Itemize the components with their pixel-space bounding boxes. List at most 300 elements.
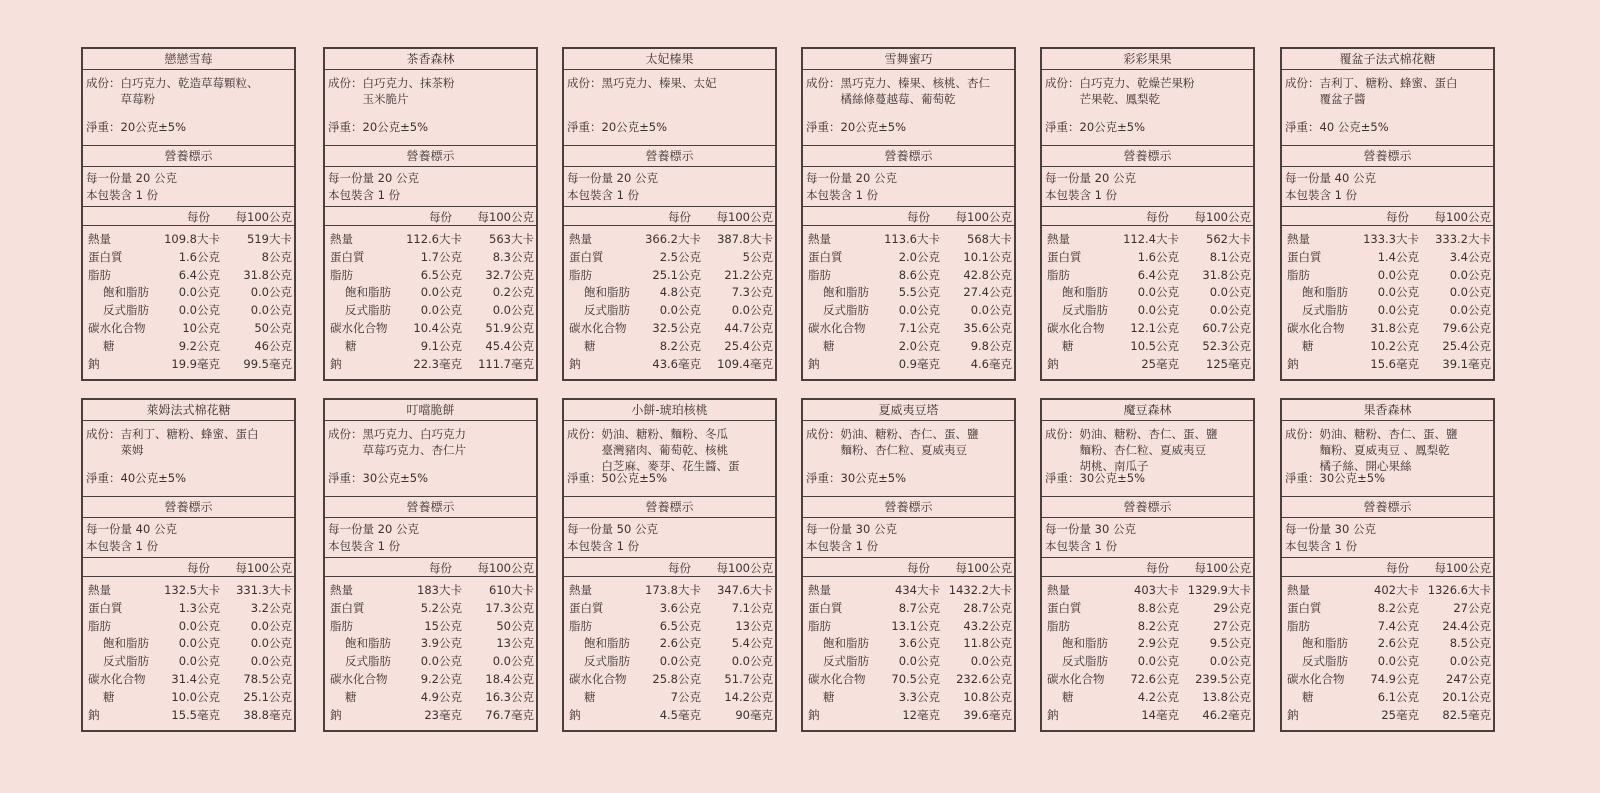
nutrient-row <box>1042 653 1253 671</box>
col-per-100g: 每100公克 <box>477 210 534 224</box>
nutrient-row <box>83 231 294 249</box>
net-weight: 淨重：30公克±5% <box>1045 471 1146 485</box>
nutrient-name: 糖 <box>345 689 357 704</box>
serving-size: 每一份量 40 公克 <box>1285 171 1376 185</box>
serving-size: 每一份量 20 公克 <box>328 171 419 185</box>
nutrient-per-serving: 0.0公克 <box>659 654 701 669</box>
product-name: 戀戀雪莓 <box>83 49 294 70</box>
nutrient-per-serving: 8.6公克 <box>898 267 940 282</box>
nutrient-per-100g: 46.2毫克 <box>1202 707 1251 722</box>
nutrient-per-100g: 45.4公克 <box>485 338 534 353</box>
product-name: 萊姆法式棉花糖 <box>83 400 294 421</box>
nutrient-name: 熱量 <box>569 232 592 246</box>
nutrient-name: 碳水化合物 <box>88 671 146 686</box>
nutrient-row <box>803 284 1014 302</box>
product-name: 彩彩果果 <box>1042 49 1253 70</box>
col-per-100g: 每100公克 <box>716 561 773 575</box>
nutrient-per-serving: 1.4公克 <box>1377 249 1419 264</box>
nutrient-row <box>564 618 775 636</box>
nutrition-label-card <box>801 398 1016 732</box>
nutrient-row <box>564 356 775 374</box>
nutrient-per-100g: 13.8公克 <box>1202 689 1251 704</box>
nutrient-row <box>83 249 294 267</box>
serving-info <box>564 518 775 558</box>
nutrition-label-card <box>1280 398 1495 732</box>
servings-per-package: 本包裝含 1 份 <box>1045 539 1118 553</box>
ingredients <box>86 426 291 458</box>
nutrient-name: 蛋白質 <box>330 249 365 264</box>
ingredients <box>1045 426 1250 474</box>
ingredients <box>1045 75 1250 107</box>
nutrition-title: 營養標示 <box>1042 497 1253 518</box>
nutrient-per-serving: 6.1公克 <box>1377 689 1419 704</box>
nutrient-name: 糖 <box>1302 689 1314 704</box>
nutrient-per-100g: 43.2公克 <box>963 618 1012 633</box>
nutrient-name: 飽和脂肪 <box>823 285 869 300</box>
nutrient-per-serving: 0.0公克 <box>898 654 940 669</box>
nutrient-per-serving: 403大卡 <box>1134 583 1179 597</box>
nutrient-name: 蛋白質 <box>88 249 123 264</box>
nutrient-name: 脂肪 <box>330 267 353 282</box>
ingredients-line: 白巧克力、乾燥芒果粉 <box>1079 76 1195 90</box>
nutrient-row <box>564 320 775 338</box>
nutrient-row <box>1042 600 1253 618</box>
nutrient-name: 飽和脂肪 <box>1302 285 1348 300</box>
col-per-100g: 每100公克 <box>1194 561 1251 575</box>
nutrient-per-serving: 31.8公克 <box>1370 320 1419 335</box>
nutrient-per-serving: 12.1公克 <box>1130 320 1179 335</box>
servings-per-package: 本包裝含 1 份 <box>328 539 401 553</box>
nutrient-per-serving: 15公克 <box>424 618 462 633</box>
nutrient-name: 反式脂肪 <box>823 654 869 669</box>
serving-info <box>325 518 536 558</box>
nutrient-per-100g: 25.4公克 <box>1442 338 1491 353</box>
nutrient-name: 熱量 <box>1287 583 1310 597</box>
nutrient-row <box>564 284 775 302</box>
nutrient-per-serving: 3.6公克 <box>898 636 940 651</box>
nutrient-name: 鈉 <box>569 356 581 371</box>
net-weight: 淨重：30公克±5% <box>1285 471 1386 485</box>
nutrient-per-serving: 0.0公克 <box>659 303 701 318</box>
nutrient-per-100g: 0.0公克 <box>1449 303 1491 318</box>
nutrient-per-serving: 12毫克 <box>902 707 940 722</box>
nutrient-per-serving: 133.3大卡 <box>1363 232 1419 246</box>
ingredients-label: 成份： <box>328 76 363 90</box>
nutrient-per-100g: 4.6毫克 <box>970 356 1012 371</box>
nutrient-per-100g: 39.1毫克 <box>1442 356 1491 371</box>
serving-size: 每一份量 30 公克 <box>1285 522 1376 536</box>
nutrient-per-100g: 8.3公克 <box>492 249 534 264</box>
ingredients-list <box>1320 426 1458 474</box>
nutrient-name: 糖 <box>1062 338 1074 353</box>
nutrient-per-serving: 6.4公克 <box>178 267 220 282</box>
nutrient-name: 飽和脂肪 <box>584 285 630 300</box>
nutrient-name: 碳水化合物 <box>569 671 627 686</box>
nutrient-per-100g: 3.4公克 <box>1449 249 1491 264</box>
ingredients-label: 成份： <box>567 76 602 90</box>
ingredients <box>567 75 772 91</box>
net-weight: 淨重：40 公克±5% <box>1285 120 1389 134</box>
nutrient-per-serving: 0.0公克 <box>1137 654 1179 669</box>
nutrient-per-serving: 22.3毫克 <box>413 356 462 371</box>
column-header <box>325 558 536 577</box>
serving-info <box>564 167 775 207</box>
nutrient-row <box>1282 284 1493 302</box>
nutrient-per-serving: 70.5公克 <box>891 671 940 686</box>
nutrient-row <box>1042 267 1253 285</box>
servings-per-package: 本包裝含 1 份 <box>567 188 640 202</box>
nutrient-name: 脂肪 <box>1047 267 1070 282</box>
ingredients-line: 麵粉、夏威夷豆 、鳳梨乾 <box>1319 443 1450 457</box>
nutrition-title: 營養標示 <box>1282 146 1493 167</box>
nutrient-row <box>325 320 536 338</box>
col-per-serving: 每份 <box>429 561 452 575</box>
nutrient-per-serving: 10.4公克 <box>413 320 462 335</box>
nutrient-per-100g: 27.4公克 <box>963 285 1012 300</box>
nutrient-per-100g: 0.2公克 <box>492 285 534 300</box>
serving-size: 每一份量 40 公克 <box>86 522 177 536</box>
col-per-serving: 每份 <box>907 561 930 575</box>
nutrient-per-100g: 25.1公克 <box>243 689 292 704</box>
nutrient-per-100g: 31.8公克 <box>243 267 292 282</box>
net-weight: 淨重：20公克±5% <box>806 120 907 134</box>
nutrient-row <box>325 600 536 618</box>
ingredients-label: 成份： <box>1285 427 1320 441</box>
nutrient-row <box>1282 689 1493 707</box>
nutrient-name: 飽和脂肪 <box>345 285 391 300</box>
col-per-serving: 每份 <box>668 561 691 575</box>
serving-info <box>1042 518 1253 558</box>
nutrient-row <box>325 284 536 302</box>
nutrient-per-100g: 0.0公克 <box>250 285 292 300</box>
nutrient-row <box>564 338 775 356</box>
nutrient-per-100g: 109.4毫克 <box>717 356 773 371</box>
ingredients-label: 成份： <box>1045 76 1080 90</box>
nutrient-row <box>325 302 536 320</box>
nutrient-name: 鈉 <box>88 707 100 722</box>
column-header <box>83 207 294 226</box>
ingredients-line: 白芝麻、麥芽、花生醬、蛋 <box>601 459 740 473</box>
nutrient-row <box>325 338 536 356</box>
ingredients-list <box>1080 426 1218 474</box>
ingredients-line: 橘絲條蔓越莓、葡萄乾 <box>840 92 956 106</box>
serving-info <box>83 518 294 558</box>
serving-info <box>803 167 1014 207</box>
col-per-100g: 每100公克 <box>1194 210 1251 224</box>
serving-info <box>325 167 536 207</box>
nutrient-row <box>83 338 294 356</box>
ingredients-label: 成份： <box>567 427 602 441</box>
nutrition-label-card <box>1040 47 1255 381</box>
nutrient-per-100g: 0.0公克 <box>1449 267 1491 282</box>
product-name: 雪舞蜜巧 <box>803 49 1014 70</box>
ingredients <box>328 75 533 107</box>
nutrient-name: 飽和脂肪 <box>1062 285 1108 300</box>
nutrient-per-serving: 0.0公克 <box>1137 285 1179 300</box>
nutrient-per-serving: 5.5公克 <box>898 285 940 300</box>
nutrient-name: 鈉 <box>330 356 342 371</box>
nutrient-per-100g: 1432.2大卡 <box>948 583 1012 597</box>
nutrient-per-serving: 25.8公克 <box>652 671 701 686</box>
nutrient-per-100g: 79.6公克 <box>1442 320 1491 335</box>
product-info <box>325 421 536 497</box>
column-header <box>83 558 294 577</box>
nutrient-name: 反式脂肪 <box>345 654 391 669</box>
nutrient-per-100g: 60.7公克 <box>1202 320 1251 335</box>
nutrient-per-serving: 4.8公克 <box>659 285 701 300</box>
col-per-100g: 每100公克 <box>235 561 292 575</box>
nutrient-row <box>1042 671 1253 689</box>
col-per-100g: 每100公克 <box>1434 561 1491 575</box>
nutrient-per-100g: 82.5毫克 <box>1442 707 1491 722</box>
nutrient-per-serving: 434大卡 <box>895 583 940 597</box>
nutrient-row <box>803 231 1014 249</box>
ingredients-line: 萊姆 <box>120 443 144 457</box>
product-name: 茶香森林 <box>325 49 536 70</box>
nutrient-row <box>564 671 775 689</box>
nutrition-title: 營養標示 <box>1042 146 1253 167</box>
col-per-100g: 每100公克 <box>955 561 1012 575</box>
nutrient-per-serving: 0.0公克 <box>898 303 940 318</box>
nutrient-name: 碳水化合物 <box>1287 671 1345 686</box>
nutrient-per-serving: 6.5公克 <box>420 267 462 282</box>
nutrient-row <box>803 618 1014 636</box>
col-per-serving: 每份 <box>1146 561 1169 575</box>
nutrient-row <box>1282 600 1493 618</box>
column-header <box>803 207 1014 226</box>
col-per-serving: 每份 <box>1146 210 1169 224</box>
ingredients-label: 成份： <box>86 427 121 441</box>
servings-per-package: 本包裝含 1 份 <box>328 188 401 202</box>
nutrient-per-100g: 90毫克 <box>735 707 773 722</box>
ingredients-label: 成份： <box>86 76 121 90</box>
nutrient-name: 脂肪 <box>1287 267 1310 282</box>
nutrient-per-serving: 0.0公克 <box>1137 303 1179 318</box>
ingredients-line: 胡桃、南瓜子 <box>1079 459 1149 473</box>
product-name: 小餅-琥珀核桃 <box>564 400 775 421</box>
nutrient-per-serving: 1.6公克 <box>1137 249 1179 264</box>
nutrient-name: 脂肪 <box>808 267 831 282</box>
nutrient-name: 糖 <box>103 689 115 704</box>
ingredients <box>1285 426 1490 474</box>
ingredients <box>1285 75 1490 107</box>
nutrient-name: 碳水化合物 <box>569 320 627 335</box>
nutrient-per-serving: 112.6大卡 <box>406 232 462 246</box>
nutrient-row <box>803 689 1014 707</box>
ingredients-line: 吉利丁、糖粉、蜂蜜、蛋白 <box>1319 76 1458 90</box>
nutrient-per-100g: 46公克 <box>254 338 292 353</box>
nutrient-per-serving: 402大卡 <box>1374 583 1419 597</box>
nutrient-name: 糖 <box>823 689 835 704</box>
nutrient-per-serving: 9.2公克 <box>178 338 220 353</box>
nutrient-per-100g: 21.2公克 <box>724 267 773 282</box>
serving-size: 每一份量 30 公克 <box>1045 522 1136 536</box>
nutrient-table <box>1282 226 1493 373</box>
nutrient-per-100g: 0.0公克 <box>970 654 1012 669</box>
nutrient-per-100g: 24.4公克 <box>1442 618 1491 633</box>
nutrient-name: 熱量 <box>569 583 592 597</box>
servings-per-package: 本包裝含 1 份 <box>1285 539 1358 553</box>
nutrient-table <box>1042 226 1253 373</box>
product-name: 夏威夷豆塔 <box>803 400 1014 421</box>
serving-info <box>1282 167 1493 207</box>
nutrient-name: 蛋白質 <box>88 600 123 615</box>
nutrient-per-100g: 0.0公克 <box>970 303 1012 318</box>
nutrient-per-100g: 7.3公克 <box>731 285 773 300</box>
nutrient-name: 蛋白質 <box>808 249 843 264</box>
nutrition-title: 營養標示 <box>1282 497 1493 518</box>
nutrition-label-card <box>323 47 538 381</box>
nutrient-per-100g: 0.0公克 <box>1209 285 1251 300</box>
product-info <box>325 70 536 146</box>
nutrient-per-serving: 7.1公克 <box>898 320 940 335</box>
nutrient-row <box>564 600 775 618</box>
nutrient-per-100g: 0.0公克 <box>1449 654 1491 669</box>
nutrient-per-100g: 563大卡 <box>489 232 534 246</box>
nutrient-row <box>325 231 536 249</box>
ingredients-line: 麵粉、杏仁粒、夏威夷豆 <box>1079 443 1206 457</box>
nutrient-name: 糖 <box>584 338 596 353</box>
nutrient-per-100g: 10.8公克 <box>963 689 1012 704</box>
net-weight: 淨重：40公克±5% <box>86 471 187 485</box>
col-per-serving: 每份 <box>187 210 210 224</box>
nutrient-per-100g: 76.7毫克 <box>485 707 534 722</box>
nutrient-row <box>1282 582 1493 600</box>
nutrient-per-serving: 2.0公克 <box>898 249 940 264</box>
nutrient-per-serving: 0.0公克 <box>1377 285 1419 300</box>
nutrient-row <box>1282 635 1493 653</box>
product-name: 太妃榛果 <box>564 49 775 70</box>
net-weight: 淨重：20公克±5% <box>328 120 429 134</box>
nutrient-name: 反式脂肪 <box>584 654 630 669</box>
nutrient-name: 碳水化合物 <box>88 320 146 335</box>
nutrient-per-100g: 29公克 <box>1213 600 1251 615</box>
nutrient-per-100g: 111.7毫克 <box>478 356 534 371</box>
nutrient-per-serving: 7.4公克 <box>1377 618 1419 633</box>
servings-per-package: 本包裝含 1 份 <box>806 539 879 553</box>
nutrient-per-serving: 4.9公克 <box>420 689 462 704</box>
nutrient-name: 飽和脂肪 <box>1062 636 1108 651</box>
nutrient-per-100g: 0.0公克 <box>250 636 292 651</box>
nutrient-name: 熱量 <box>808 232 831 246</box>
nutrition-title: 營養標示 <box>83 497 294 518</box>
column-header <box>564 558 775 577</box>
serving-size: 每一份量 20 公克 <box>567 171 658 185</box>
nutrition-label-card <box>562 47 777 381</box>
nutrient-per-serving: 4.5毫克 <box>659 707 701 722</box>
nutrient-per-100g: 0.0公克 <box>250 618 292 633</box>
nutrient-name: 反式脂肪 <box>584 303 630 318</box>
nutrient-per-100g: 610大卡 <box>489 583 534 597</box>
serving-info <box>83 167 294 207</box>
nutrient-per-serving: 25毫克 <box>1141 356 1179 371</box>
nutrient-row <box>803 653 1014 671</box>
product-info <box>1042 70 1253 146</box>
nutrition-label-card <box>562 398 777 732</box>
nutrient-per-serving: 10公克 <box>182 320 220 335</box>
nutrient-row <box>1282 356 1493 374</box>
net-weight: 淨重：30公克±5% <box>806 471 907 485</box>
nutrient-per-serving: 0.9毫克 <box>898 356 940 371</box>
ingredients-label: 成份： <box>806 76 841 90</box>
nutrient-name: 碳水化合物 <box>1047 671 1105 686</box>
nutrient-name: 碳水化合物 <box>330 320 388 335</box>
ingredients-line: 吉利丁、糖粉、蜂蜜、蛋白 <box>120 427 259 441</box>
nutrient-per-serving: 0.0公克 <box>420 654 462 669</box>
product-name: 果香森林 <box>1282 400 1493 421</box>
ingredients-line: 奶油、糖粉、麵粉、冬瓜 <box>601 427 728 441</box>
nutrient-row <box>1282 707 1493 725</box>
nutrient-name: 碳水化合物 <box>808 320 866 335</box>
nutrient-per-serving: 72.6公克 <box>1130 671 1179 686</box>
ingredients-line: 白巧克力、乾造草莓顆粒、 <box>120 76 259 90</box>
ingredients-line: 奶油、糖粉、杏仁、蛋、鹽 <box>840 427 979 441</box>
nutrient-row <box>83 302 294 320</box>
nutrient-per-serving: 2.9公克 <box>1137 636 1179 651</box>
nutrient-name: 鈉 <box>330 707 342 722</box>
nutrition-label-card <box>323 398 538 732</box>
nutrient-name: 熱量 <box>1047 232 1070 246</box>
ingredients-line: 黑巧克力、榛果、太妃 <box>601 76 717 90</box>
nutrient-per-100g: 28.7公克 <box>963 600 1012 615</box>
nutrition-title: 營養標示 <box>83 146 294 167</box>
serving-info <box>1282 518 1493 558</box>
nutrient-row <box>83 689 294 707</box>
nutrient-per-serving: 173.8大卡 <box>645 583 701 597</box>
nutrient-per-100g: 32.7公克 <box>485 267 534 282</box>
nutrient-per-100g: 20.1公克 <box>1442 689 1491 704</box>
product-info <box>1282 70 1493 146</box>
nutrient-row <box>1282 320 1493 338</box>
serving-size: 每一份量 30 公克 <box>806 522 897 536</box>
ingredients-list <box>1320 75 1458 107</box>
nutrient-row <box>564 707 775 725</box>
nutrient-per-100g: 25.4公克 <box>724 338 773 353</box>
nutrient-name: 熱量 <box>330 583 353 597</box>
servings-per-package: 本包裝含 1 份 <box>1045 188 1118 202</box>
serving-size: 每一份量 20 公克 <box>806 171 897 185</box>
nutrient-per-100g: 38.8毫克 <box>243 707 292 722</box>
col-per-serving: 每份 <box>1386 561 1409 575</box>
nutrient-per-100g: 387.8大卡 <box>717 232 773 246</box>
nutrient-per-100g: 52.3公克 <box>1202 338 1251 353</box>
nutrient-name: 熱量 <box>330 232 353 246</box>
nutrient-name: 糖 <box>823 338 835 353</box>
nutrient-per-100g: 9.5公克 <box>1209 636 1251 651</box>
nutrient-per-serving: 0.0公克 <box>178 303 220 318</box>
nutrient-name: 飽和脂肪 <box>345 636 391 651</box>
nutrient-per-serving: 31.4公克 <box>171 671 220 686</box>
servings-per-package: 本包裝含 1 份 <box>567 539 640 553</box>
nutrient-table <box>83 577 294 724</box>
nutrient-row <box>1282 671 1493 689</box>
nutrient-row <box>1042 320 1253 338</box>
nutrient-per-100g: 1329.9大卡 <box>1187 583 1251 597</box>
nutrient-row <box>803 707 1014 725</box>
product-info <box>564 421 775 497</box>
nutrient-table <box>803 577 1014 724</box>
nutrient-per-100g: 519大卡 <box>247 232 292 246</box>
nutrition-title: 營養標示 <box>803 146 1014 167</box>
product-info <box>803 70 1014 146</box>
nutrient-row <box>325 356 536 374</box>
column-header <box>1282 207 1493 226</box>
nutrient-name: 鈉 <box>808 356 820 371</box>
ingredients-line: 白巧克力、抹茶粉 <box>362 76 455 90</box>
ingredients-label: 成份： <box>1045 427 1080 441</box>
nutrient-row <box>803 338 1014 356</box>
nutrient-row <box>325 671 536 689</box>
